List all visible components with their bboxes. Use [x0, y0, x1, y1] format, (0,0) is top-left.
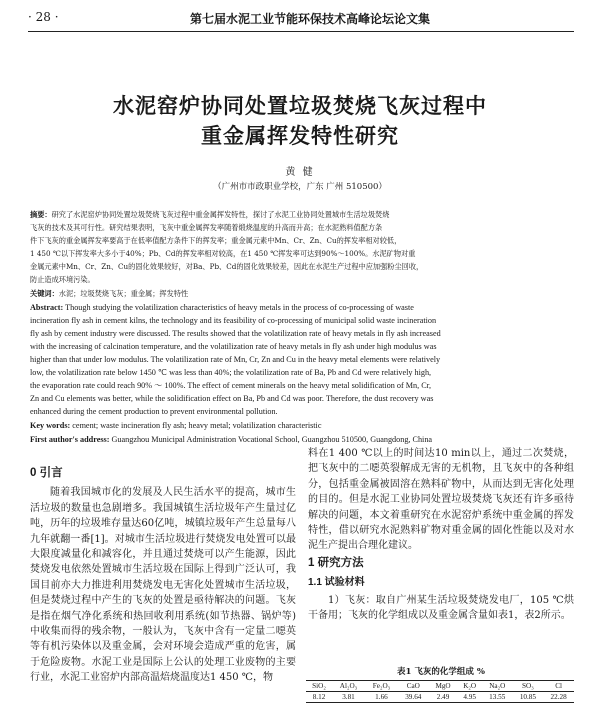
abstract-cn-line: 金属元素中Mn、Cr、Zn、Cu的固化效果较好，对Ba、Pb、Cd的固化效果较差，因此在水泥生产过程中应加强粉尘回收， [30, 262, 424, 271]
paper-title-line-1: 水泥窑炉协同处置垃圾焚烧飞灰过程中 [113, 93, 487, 118]
abstract-en-line: enhanced during the cement production to prevent environmental pollution. [30, 407, 278, 416]
section-heading-methods: 1 研究方法 [308, 556, 364, 569]
abstract-en-line: incineration fly ash in cement kilns, the technology and its feasibility of co-processing of municipal solid waste incineration [30, 316, 437, 325]
abstract-en-text: Though studying the volatilization characteristics of heavy metals in the process of co-processing of waste [63, 303, 414, 312]
abstract-cn-line: 1 450 ℃以下挥发率大多小于40%；Pb、Cd的挥发率相对较高，在1 450 ℃挥发率可达到90%～100%。水泥矿物对重 [30, 249, 416, 258]
table-cell: 13.55 [489, 693, 506, 701]
table-row [306, 692, 574, 703]
abstract-en-line [30, 302, 576, 314]
abstract-cn-line [30, 209, 576, 221]
author-name: 黄 健 [285, 167, 315, 178]
table-header-row [306, 681, 574, 692]
address-label: First author's address: [30, 435, 110, 444]
page-number: · 28 · [28, 10, 59, 24]
table-cell: 8.12 [312, 693, 326, 701]
abstract-cn-label: 摘要： [30, 210, 52, 219]
keywords-cn-text: 水泥；垃圾焚烧飞灰；重金属；挥发特性 [58, 289, 189, 298]
abstract-en-line: with the increasing of calcination temperature, and the volatilization rate of heavy metals in fly ash under high modulus was [30, 342, 437, 351]
table-header-cell: Fe₂O₃ [372, 682, 391, 690]
abstract-en-line: Zn and Cu elements was better, while the solidification effect on Ba, Pb and Cd was poor. Therefore, the dust recovery was [30, 394, 434, 403]
materials-paragraph: 1）飞灰：取自广州某生活垃圾焚烧发电厂，105 ℃烘干备用；飞灰的化学组成以及重金属含量如表1，表2所示。 [308, 594, 574, 622]
chemical-composition-table [306, 680, 574, 703]
table-header-cell: Al₂O₃ [339, 682, 358, 690]
table-header-cell: K₂O [463, 682, 477, 690]
keywords-en-label: Key words: [30, 421, 71, 430]
abstract-en-line: the evaporation rate could reach 90% ～ 100%. The effect of cement minerals on the heavy metal solidification of Mn, Cr, [30, 381, 432, 390]
keywords-cn [30, 288, 576, 300]
table-cell: 4.95 [463, 693, 476, 701]
address-text: Guangzhou Municipal Administration Vocational School, Guangzhou 510500, Guangdong, China [109, 435, 433, 444]
table-cell: 1.66 [375, 693, 388, 701]
table-header-cell: SO₃ [522, 682, 534, 690]
introduction-paragraph: 随着我国城市化的发展及人民生活水平的提高，城市生活垃圾的数量也急剧增多。我国城镇生活垃圾年产生量过亿吨，历年的垃圾堆存量达60亿吨，城镇垃圾年产生总量每八九年就翻一番[1]。对城市生活垃圾进行焚烧发电处置可以最大限度减量化和减容化，并且通过焚烧可以产生能源，因此焚烧发电依然处置城市生活垃圾在国际上得到广泛认可，我国目前亦大力推进利用焚烧发电无害化处置城市生活垃圾，但是焚烧过程中产生的飞灰的处置是亟待解决的问题。飞灰是指在烟气净化系统和热回收利用系统(如节热器、锅炉等)中收集而得的残余物，一般认为，飞灰中含有一定量二噁英等有机污染体以及重金属，会对环境会造成严重的危害，属于危险废物。水泥工业是国际上公认的处理工业废物的主要行业，水泥工业窑炉内部高温焙烧温度达1 450 ℃，物 [30, 487, 296, 684]
table-cell: 22.28 [550, 693, 567, 701]
table1-caption: 表1 飞灰的化学组成 % [397, 667, 485, 677]
table-cell: 10.85 [519, 693, 536, 701]
keywords-cn-label: 关键词： [30, 289, 59, 298]
table-header-cell: MgO [435, 682, 451, 690]
abstract-en-line: fly ash by cement industry were discussed. The results showed that the volatilization rate of heavy metals in fly ash increased [30, 329, 441, 338]
introduction-continued-paragraph: 料在1 400 ℃以上的时间达10 min以上，通过二次焚烧，把飞灰中的二噁英裂解成无害的无机物，且飞灰中的各种组分，包括重金属被固溶在熟料矿物中，从而达到无害化处理的目的。但是水泥工业协同处置垃圾焚烧飞灰还有许多亟待解决的问题，本文着重研究在水泥窑炉系统中重金属的挥发特性，借以研究水泥熟料矿物对重金属的固化性能以及对水泥生产提出合理化建议。 [308, 448, 574, 552]
table-cell: 3.81 [342, 693, 355, 701]
abstract-en-label: Abstract: [30, 303, 64, 312]
left-column [30, 466, 296, 722]
table-header-cell: CaO [406, 682, 420, 690]
table-cell: 39.64 [405, 693, 422, 701]
table-header-cell: Cl [555, 682, 563, 690]
abstract-cn-line: 防止造成环境污染。 [30, 275, 95, 284]
right-column [308, 446, 574, 664]
abstract-cn-text: 研究了水泥窑炉协同处置垃圾焚烧飞灰过程中重金属挥发特性，探讨了水泥工业协同处置城市生活垃圾焚烧 [51, 210, 390, 219]
abstract-cn-line: 飞灰的技术及其可行性。研究结果表明，飞灰中重金属挥发率随着煅烧温度的升高而升高；在水泥熟料值配方条 [30, 223, 383, 232]
header-divider [28, 31, 574, 32]
section-heading-introduction: 0 引言 [30, 467, 63, 479]
first-author-address [30, 434, 576, 446]
abstract-en-line: higher than that under low modulus. The volatilization rate of Mn, Cr, Zn and Cu in the heavy metal elements were relatively [30, 355, 441, 364]
table-header-cell: Na₂O [489, 682, 506, 690]
keywords-en-text: cement; waste incineration fly ash; heavy metal; volatilization characteristic [70, 421, 322, 430]
subsection-heading-materials: 1.1 试验材料 [308, 577, 365, 589]
running-header: 第七届水泥工业节能环保技术高峰论坛论文集 [190, 12, 431, 26]
table-header-cell: SiO₂ [312, 682, 326, 690]
paper-title-line-2: 重金属挥发特性研究 [201, 123, 399, 148]
abstract-en-line: low, the volatilization rate below 1450 ℃ was less than 40%; the volatilization rate of Ba, Pb and Cd were relatively high, [30, 368, 432, 377]
keywords-en [30, 420, 576, 432]
table-cell: 2.49 [436, 693, 450, 701]
author-affiliation: （广州市市政职业学校，广东 广州 510500） [213, 182, 387, 192]
abstract-cn-line: 件下飞灰的重金属挥发率要高于在低率值配方条件下的挥发率；重金属元素中Mn、Cr、Zn、Cu的挥发率相对较低， [30, 236, 402, 245]
